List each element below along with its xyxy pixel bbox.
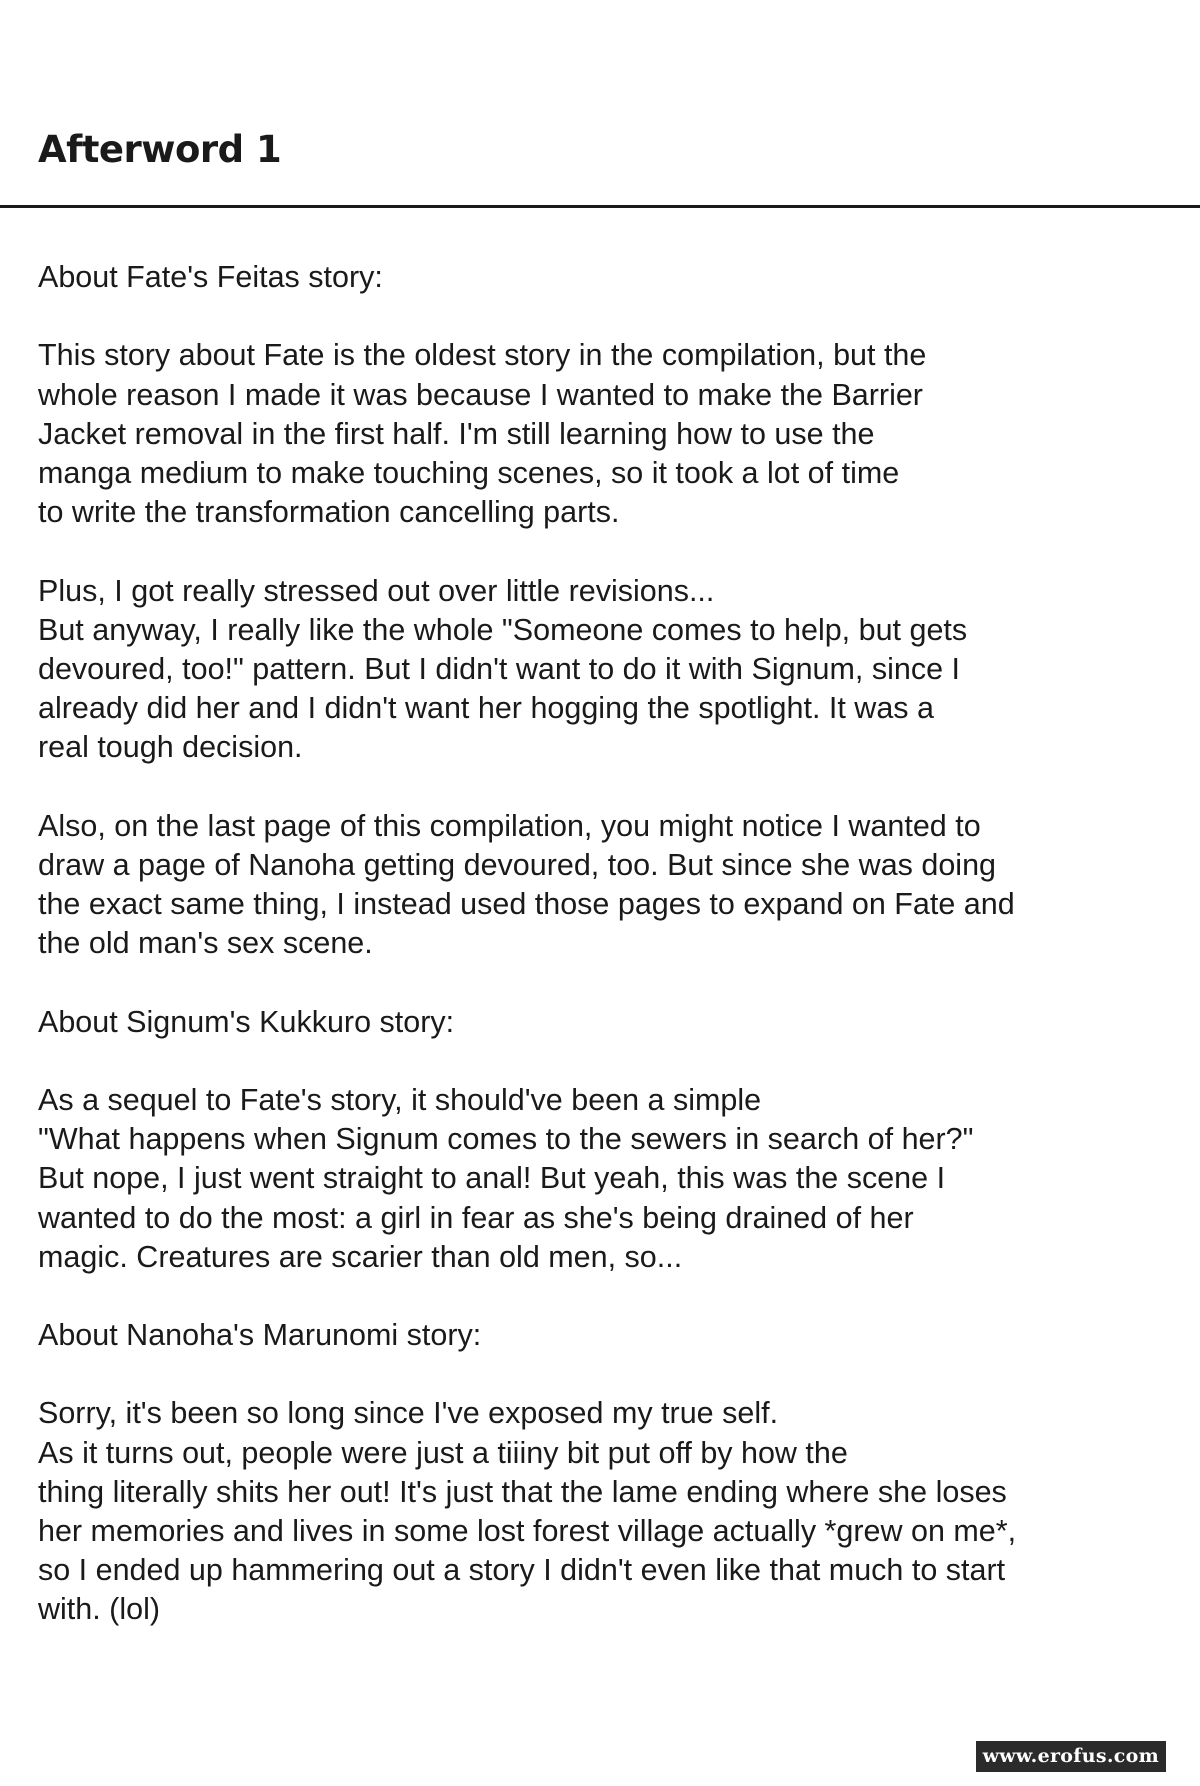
spacer xyxy=(38,532,1188,571)
text-line: Plus, I got really stressed out over little revisions... xyxy=(38,573,715,608)
text-line: real tough decision. xyxy=(38,730,303,765)
text-line: her memories and lives in some lost forest village actually *grew on me*, xyxy=(38,1514,1017,1548)
afterword-body xyxy=(38,258,1188,1630)
spacer xyxy=(38,963,1188,1002)
paragraph xyxy=(38,572,1188,768)
text-line: As a sequel to Fate's story, it should've been a simple xyxy=(38,1082,762,1117)
text-line: with. (lol) xyxy=(38,1592,161,1627)
paragraph xyxy=(38,807,1188,964)
text-line: This story about Fate is the oldest story in the compilation, but the xyxy=(38,338,927,373)
text-line: whole reason I made it was because I wanted to make the Barrier xyxy=(38,377,923,412)
paragraph xyxy=(38,1081,1188,1277)
spacer xyxy=(38,1042,1188,1081)
text-line: magic. Creatures are scarier than old men, so... xyxy=(38,1239,683,1274)
spacer xyxy=(38,1277,1188,1316)
text-line: Also, on the last page of this compilation, you might notice I wanted to xyxy=(38,808,981,843)
page-title: Afterword 1 xyxy=(38,128,282,171)
text-line: manga medium to make touching scenes, so it took a lot of time xyxy=(38,455,900,490)
text-line: the old man's sex scene. xyxy=(38,926,373,961)
spacer xyxy=(38,1355,1188,1394)
section-heading-signum: About Signum's Kukkuro story: xyxy=(38,1004,455,1039)
text-line: wanted to do the most: a girl in fear as she's being drained of her xyxy=(38,1200,914,1235)
text-line: But anyway, I really like the whole "Someone comes to help, but gets xyxy=(38,612,968,647)
spacer xyxy=(38,297,1188,336)
text-line: already did her and I didn't want her hogging the spotlight. It was a xyxy=(38,691,934,726)
text-line: to write the transformation cancelling parts. xyxy=(38,495,620,530)
section-heading-fate: About Fate's Feitas story: xyxy=(38,260,383,294)
title-divider xyxy=(0,205,1200,208)
paragraph xyxy=(38,1394,1188,1629)
text-line: "What happens when Signum comes to the sewers in search of her?" xyxy=(38,1122,974,1157)
paragraph xyxy=(38,336,1188,532)
text-line: thing literally shits her out! It's just that the lame ending where she loses xyxy=(38,1474,1007,1509)
text-line: As it turns out, people were just a tiiiny bit put off by how the xyxy=(38,1435,848,1470)
site-watermark: www.erofus.com xyxy=(976,1741,1166,1772)
text-line: Sorry, it's been so long since I've exposed my true self. xyxy=(38,1396,779,1431)
text-line: Jacket removal in the first half. I'm still learning how to use the xyxy=(38,416,875,451)
section-heading-nanoha: About Nanoha's Marunomi story: xyxy=(38,1318,482,1353)
text-line: draw a page of Nanoha getting devoured, too. But since she was doing xyxy=(38,847,997,882)
text-line: so I ended up hammering out a story I didn't even like that much to start xyxy=(38,1553,1006,1588)
text-line: the exact same thing, I instead used those pages to expand on Fate and xyxy=(38,887,1015,921)
spacer xyxy=(38,767,1188,806)
text-line: devoured, too!" pattern. But I didn't want to do it with Signum, since I xyxy=(38,651,960,686)
text-line: But nope, I just went straight to anal! But yeah, this was the scene I xyxy=(38,1161,946,1196)
